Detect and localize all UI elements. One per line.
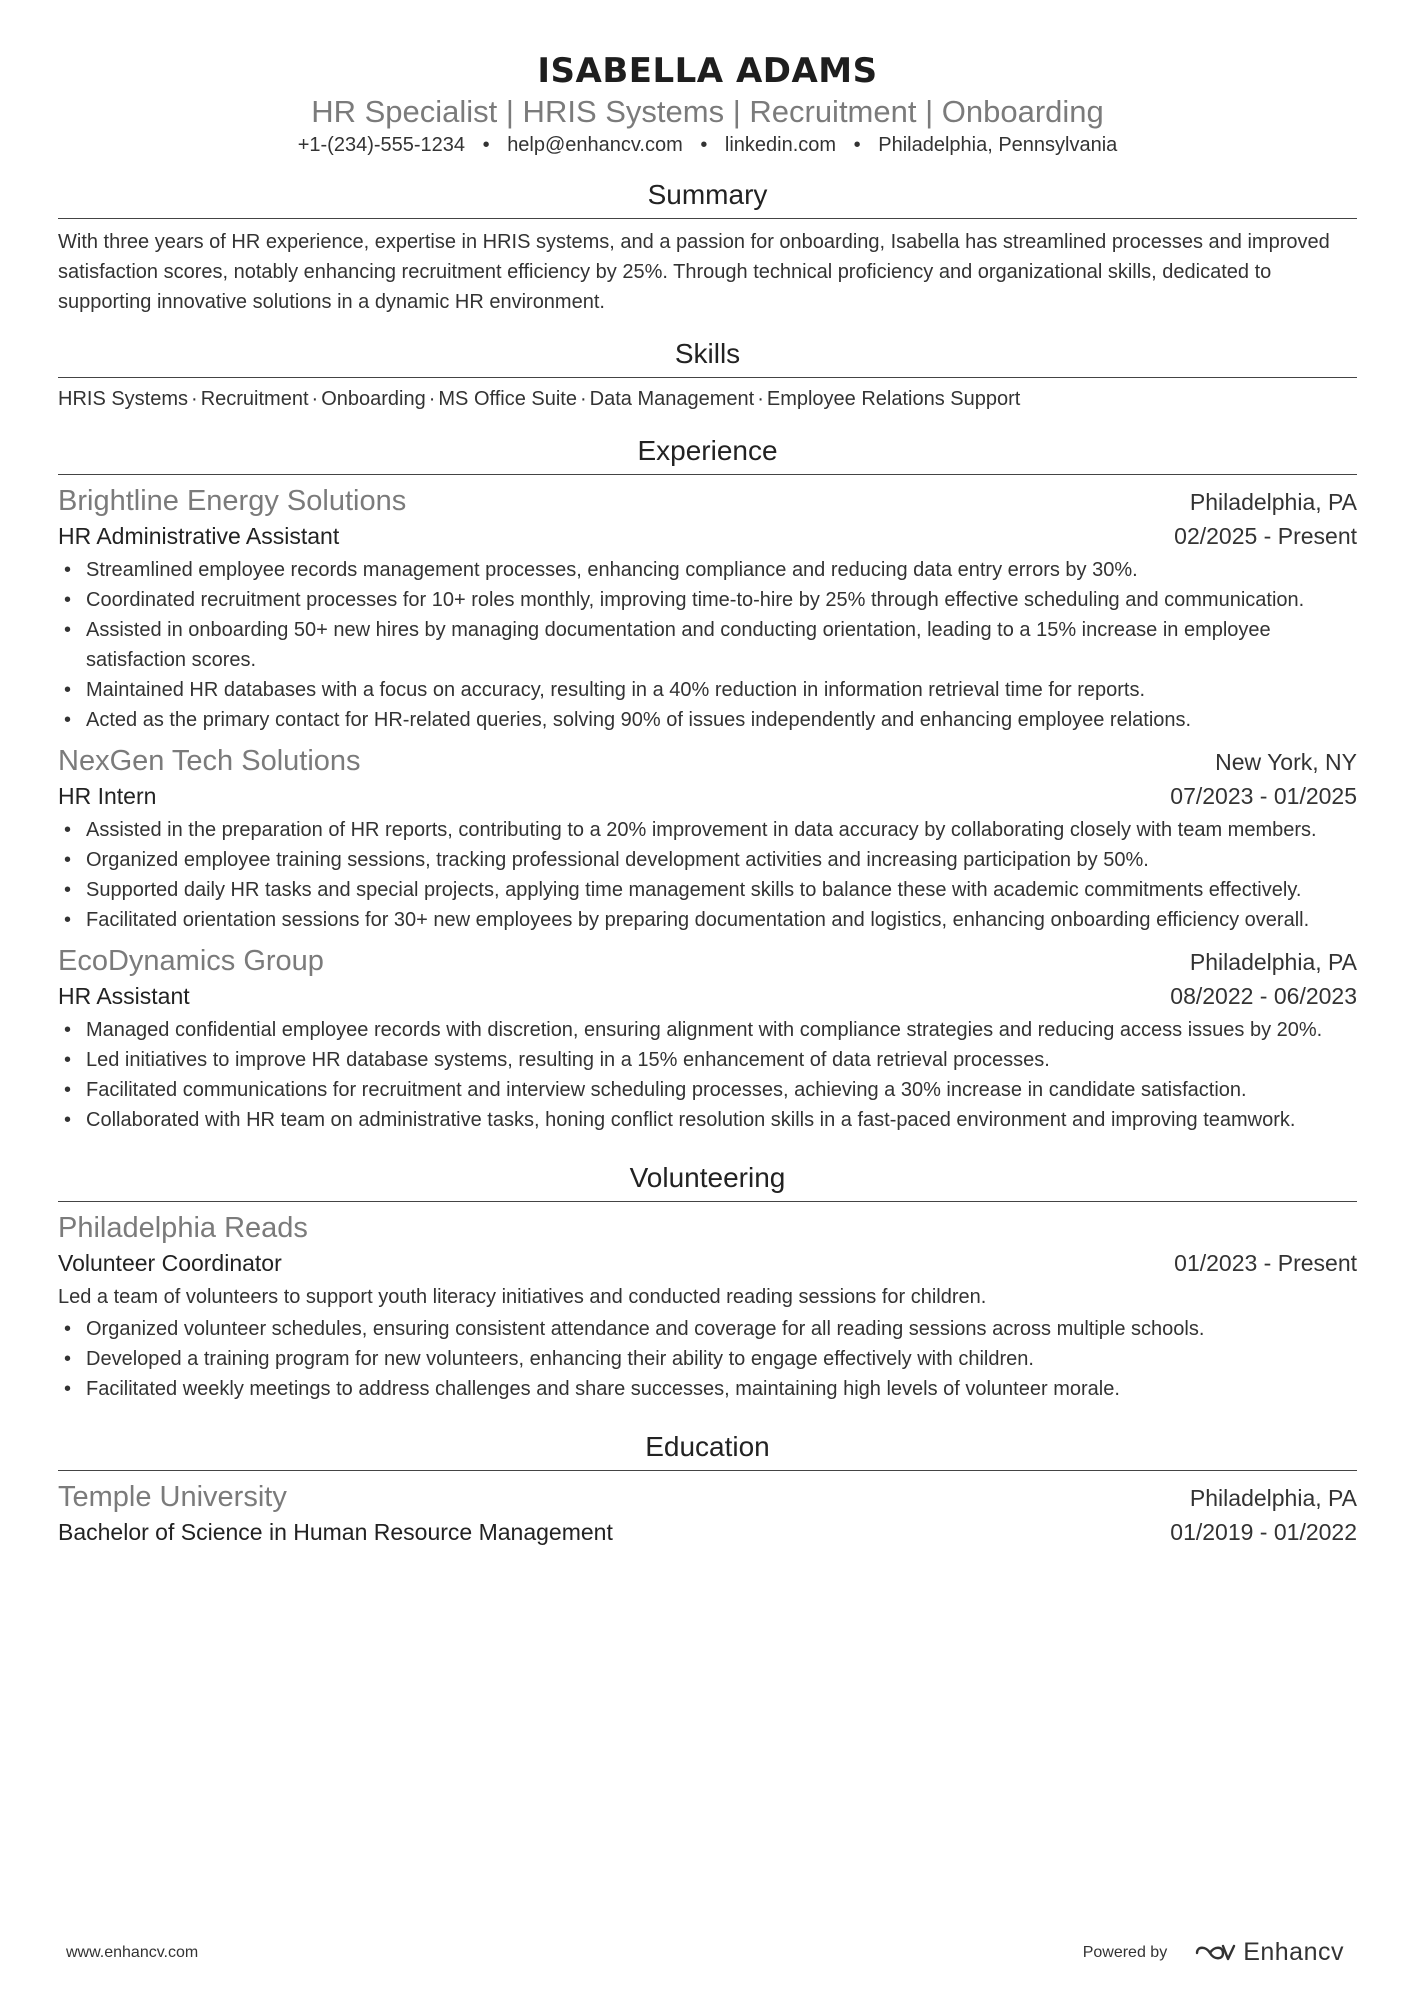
achievement-list: [58, 1015, 1357, 1135]
powered-by-label: Powered by: [1082, 1943, 1168, 1961]
degree-name: Bachelor of Science in Human Resource Management: [58, 1519, 613, 1545]
contact-email[interactable]: help@enhancv.com: [507, 134, 683, 156]
school-name: Temple University: [58, 1481, 287, 1513]
candidate-name: ISABELLA ADAMS: [537, 51, 878, 91]
enhancv-logo-icon: [1193, 1941, 1237, 1965]
achievement-item: • Assisted in onboarding 50+ new hires by managing documentation and conducting orientation, leading to a 15% increase in employee satisfaction scores.: [58, 615, 1357, 675]
section-title-education: Education: [58, 1430, 1357, 1471]
contact-separator: •: [700, 134, 708, 156]
skill-separator: ·: [579, 388, 587, 410]
job-dates: 02/2025 - Present: [1174, 523, 1357, 549]
skill-item: HRIS Systems: [58, 388, 189, 410]
job-title: HR Intern: [58, 783, 157, 809]
achievement-item: • Led initiatives to improve HR database systems, resulting in a 15% enhancement of data retrieval processes.: [58, 1045, 1357, 1075]
contact-location: Philadelphia, Pennsylvania: [878, 134, 1118, 156]
job-title: HR Administrative Assistant: [58, 523, 340, 549]
contact-separator: •: [482, 134, 490, 156]
company-name: EcoDynamics Group: [58, 945, 324, 977]
job-title: HR Assistant: [58, 983, 190, 1009]
volunteer-dates: 01/2023 - Present: [1174, 1250, 1357, 1276]
skill-separator: ·: [428, 388, 436, 410]
job-location: Philadelphia, PA: [1189, 949, 1357, 975]
achievement-item: • Facilitated communications for recruitment and interview scheduling processes, achieving a 30% increase in candidate satisfaction.: [58, 1075, 1357, 1105]
achievement-item: • Organized employee training sessions, tracking professional development activities and increasing participation by 50%.: [58, 845, 1357, 875]
contact-linkedin[interactable]: linkedin.com: [724, 134, 837, 156]
job-location: New York, NY: [1215, 749, 1357, 775]
achievement-item: • Organized volunteer schedules, ensuring consistent attendance and coverage for all reading sessions across multiple schools.: [58, 1314, 1357, 1344]
achievement-item: • Maintained HR databases with a focus on accuracy, resulting in a 40% reduction in information retrieval time for reports.: [58, 675, 1357, 705]
candidate-headline: HR Specialist | HRIS Systems | Recruitment | Onboarding: [311, 94, 1104, 129]
job-dates: 08/2022 - 06/2023: [1170, 983, 1357, 1009]
skill-item: Recruitment: [200, 388, 309, 410]
achievement-item: • Assisted in the preparation of HR reports, contributing to a 20% improvement in data accuracy by collaborating closely with team members.: [58, 815, 1357, 845]
footer-website-link[interactable]: www.enhancv.com: [66, 1943, 199, 1961]
section-title-experience: Experience: [58, 434, 1357, 475]
page-footer: [66, 1938, 1344, 1967]
resume-header: [58, 0, 1357, 158]
skill-item: Employee Relations Support: [766, 388, 1021, 410]
contact-line: [58, 132, 1357, 158]
section-title-skills: Skills: [58, 337, 1357, 378]
achievement-list: [58, 815, 1357, 935]
enhancv-brand-name[interactable]: Enhancv: [1243, 1938, 1344, 1966]
organization-name: Philadelphia Reads: [58, 1212, 308, 1244]
volunteering-entry: [58, 1210, 1357, 1404]
experience-entry: [58, 743, 1357, 935]
achievement-list: [58, 1314, 1357, 1404]
achievement-item: • Supported daily HR tasks and special projects, applying time management skills to balance these with academic commitments effectively.: [58, 875, 1357, 905]
volunteer-role: Volunteer Coordinator: [58, 1250, 282, 1276]
achievement-item: • Managed confidential employee records with discretion, ensuring alignment with compliance strategies and reducing access issues by 20%.: [58, 1015, 1357, 1045]
skill-item: Onboarding: [321, 388, 426, 410]
company-name: NexGen Tech Solutions: [58, 745, 361, 777]
resume-page: [58, 0, 1357, 1549]
achievement-item: • Facilitated orientation sessions for 30+ new employees by preparing documentation and logistics, enhancing onboarding efficiency overall.: [58, 905, 1357, 935]
skills-list: [58, 384, 1357, 414]
footer-branding: [1083, 1938, 1344, 1967]
achievement-item: • Acted as the primary contact for HR-related queries, solving 90% of issues independently and enhancing employee relations.: [58, 705, 1357, 735]
education-entry: [58, 1479, 1357, 1549]
skill-separator: ·: [757, 388, 764, 410]
achievement-item: • Facilitated weekly meetings to address challenges and share successes, maintaining high levels of volunteer morale.: [58, 1374, 1357, 1404]
school-location: Philadelphia, PA: [1189, 1485, 1357, 1511]
contact-phone[interactable]: +1-(234)-555-1234: [297, 134, 466, 156]
contact-separator: •: [853, 134, 861, 156]
job-dates: 07/2023 - 01/2025: [1170, 783, 1357, 809]
skill-item: Data Management: [589, 388, 755, 410]
section-title-summary: Summary: [58, 178, 1357, 219]
skill-item: MS Office Suite: [438, 388, 577, 410]
education-dates: 01/2019 - 01/2022: [1170, 1519, 1357, 1545]
experience-entry: [58, 483, 1357, 735]
achievement-item: • Developed a training program for new volunteers, enhancing their ability to engage effectively with children.: [58, 1344, 1357, 1374]
achievement-list: [58, 555, 1357, 735]
skill-separator: ·: [191, 388, 198, 410]
achievement-item: • Streamlined employee records management processes, enhancing compliance and reducing data entry errors by 30%.: [58, 555, 1357, 585]
job-location: Philadelphia, PA: [1189, 489, 1357, 515]
summary-text: With three years of HR experience, expertise in HRIS systems, and a passion for onboarding, Isabella has streamlined processes and improved satisfaction scores, notably enhancing recruitment efficiency by 25%. Through technical proficiency and organizational skills, dedicated to supporting innovative solutions in a dynamic HR environment.: [58, 231, 1330, 313]
experience-entry: [58, 943, 1357, 1135]
section-title-volunteering: Volunteering: [58, 1161, 1357, 1202]
achievement-item: • Coordinated recruitment processes for 10+ roles monthly, improving time-to-hire by 25% through effective scheduling and communication.: [58, 585, 1357, 615]
company-name: Brightline Energy Solutions: [58, 485, 407, 517]
volunteer-description: Led a team of volunteers to support youth literacy initiatives and conducted reading sessions for children.: [58, 1286, 987, 1308]
skill-separator: ·: [311, 388, 319, 410]
achievement-item: • Collaborated with HR team on administrative tasks, honing conflict resolution skills in a fast-paced environment and improving teamwork.: [58, 1105, 1357, 1135]
